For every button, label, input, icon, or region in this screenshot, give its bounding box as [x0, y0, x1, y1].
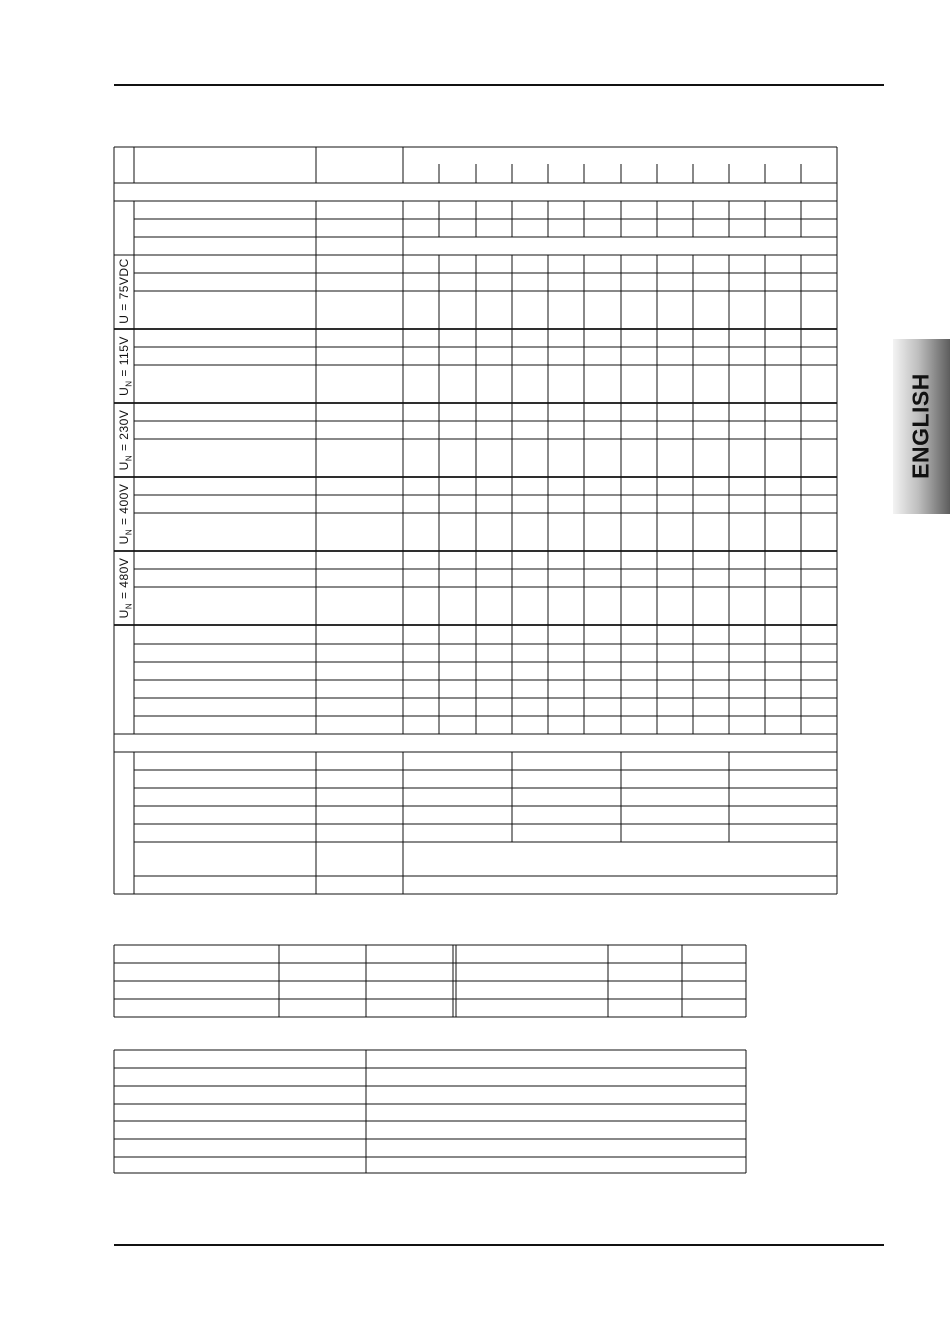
- voltage-label-115v: $U_N = 115V$: [117, 336, 134, 396]
- language-tab[interactable]: [893, 339, 950, 514]
- voltage-label-400v: $U_N = 400V$: [117, 483, 134, 545]
- voltage-label-230v: $U_N = 230V$: [117, 409, 134, 471]
- voltage-label-75vdc: U = 75VDC: [117, 258, 131, 324]
- voltage-label-480v: $U_N = 480V$: [117, 557, 134, 619]
- language-tab-label: ENGLISH: [907, 373, 934, 479]
